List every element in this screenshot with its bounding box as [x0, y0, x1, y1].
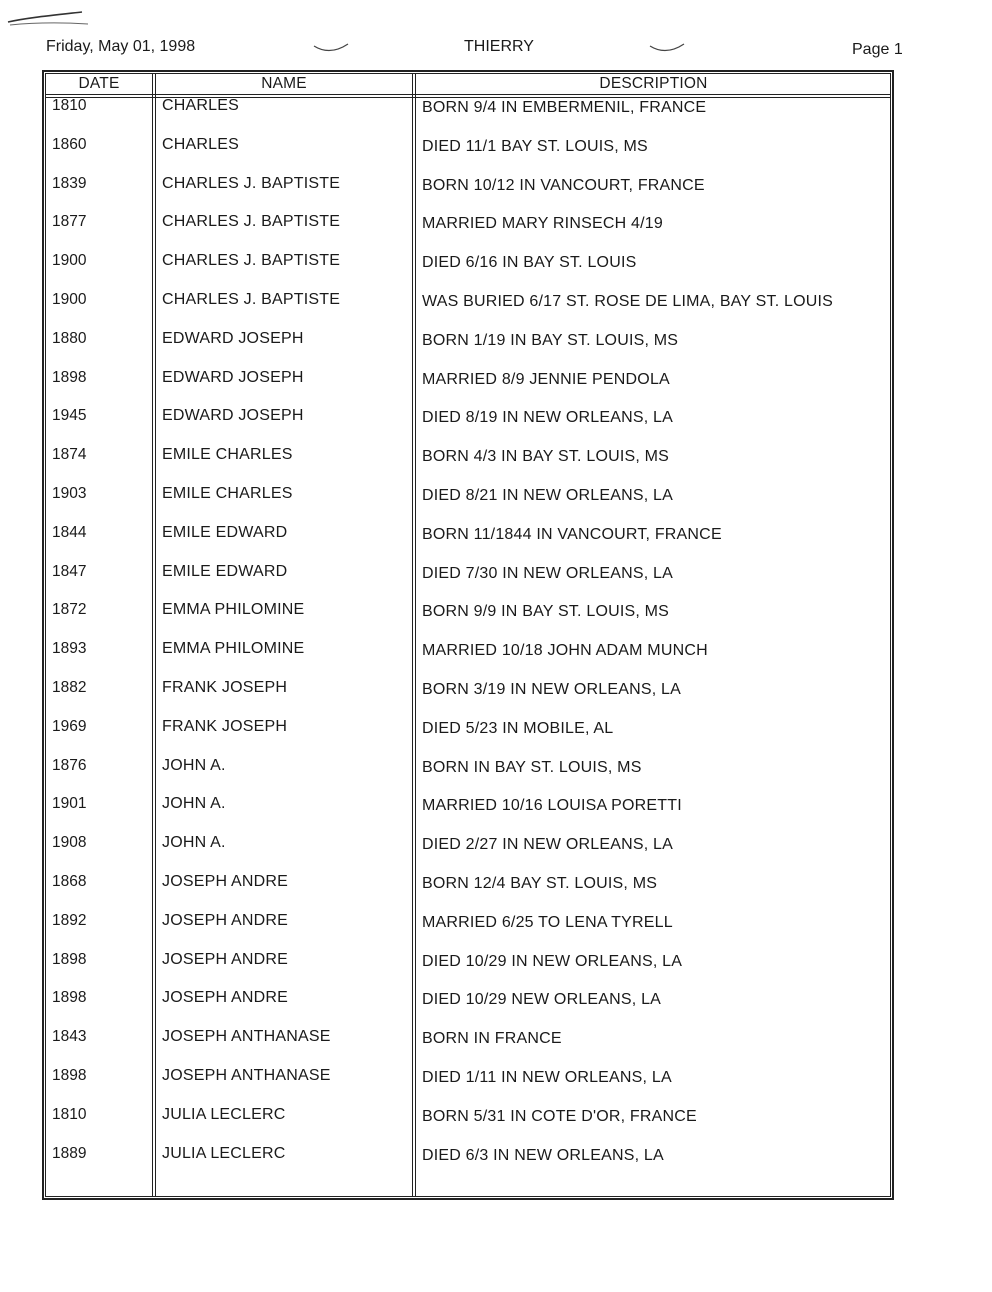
header-tick-mark — [648, 42, 688, 56]
row-name: EDWARD JOSEPH — [162, 329, 304, 347]
row-description: DIED 7/30 IN NEW ORLEANS, LA — [422, 564, 674, 582]
row-date: 1892 — [52, 911, 87, 929]
row-date: 1874 — [52, 446, 87, 464]
column-header-description: DESCRIPTION — [599, 75, 708, 92]
report-title: THIERRY — [464, 38, 534, 55]
table-row — [42, 1068, 894, 1107]
table-row — [42, 331, 894, 370]
row-name: JOSEPH ANDRE — [162, 989, 288, 1007]
row-name: CHARLES J. BAPTISTE — [162, 174, 341, 192]
table-row — [42, 719, 894, 758]
row-name: CHARLES — [162, 135, 239, 153]
row-date: 1860 — [52, 135, 87, 153]
row-name: EDWARD JOSEPH — [162, 368, 304, 386]
table-row — [42, 641, 894, 680]
column-header-date: DATE — [78, 75, 120, 92]
row-description: BORN IN BAY ST. LOUIS, MS — [422, 758, 642, 776]
table-row — [42, 525, 894, 564]
row-name: CHARLES J. BAPTISTE — [162, 291, 341, 308]
row-date: 1872 — [52, 601, 87, 619]
row-date: 1847 — [52, 562, 87, 580]
row-date: 1877 — [52, 213, 87, 231]
row-date: 1898 — [52, 368, 87, 386]
table-row — [42, 447, 894, 486]
table-row — [42, 137, 894, 176]
row-description: BORN 1/19 IN BAY ST. LOUIS, MS — [422, 331, 679, 349]
row-description: BORN IN FRANCE — [422, 1030, 562, 1048]
row-date: 1882 — [52, 679, 87, 696]
row-description: DIED 8/19 IN NEW ORLEANS, LA — [422, 409, 674, 427]
row-description: BORN 9/4 IN EMBERMENIL, FRANCE — [422, 99, 707, 116]
row-description: DIED 2/27 IN NEW ORLEANS, LA — [422, 836, 674, 854]
records-table — [42, 70, 894, 1200]
row-date: 1889 — [52, 1144, 87, 1162]
table-row — [42, 1146, 894, 1185]
row-date: 1843 — [52, 1028, 87, 1046]
row-date: 1898 — [52, 989, 87, 1007]
row-description: WAS BURIED 6/17 ST. ROSE DE LIMA, BAY ST. LOUIS — [422, 293, 834, 310]
row-date: 1901 — [52, 795, 87, 813]
row-description: BORN 9/9 IN BAY ST. LOUIS, MS — [422, 603, 670, 621]
row-name: JOHN A. — [162, 795, 226, 813]
table-row — [42, 408, 894, 447]
row-name: JOSEPH ANTHANASE — [162, 1028, 331, 1046]
table-row — [42, 796, 894, 835]
table-row — [42, 913, 894, 952]
row-name: FRANK JOSEPH — [162, 717, 288, 735]
row-name: EMMA PHILOMINE — [162, 601, 305, 619]
row-date: 1969 — [52, 717, 87, 735]
row-description: DIED 11/1 BAY ST. LOUIS, MS — [422, 137, 648, 155]
row-name: JOHN A. — [162, 834, 226, 852]
row-description: BORN 3/19 IN NEW ORLEANS, LA — [422, 681, 682, 698]
row-description: BORN 12/4 BAY ST. LOUIS, MS — [422, 875, 658, 892]
row-date: 1898 — [52, 1067, 87, 1084]
row-description: DIED 6/3 IN NEW ORLEANS, LA — [422, 1146, 664, 1164]
row-description: BORN 5/31 IN COTE D'OR, FRANCE — [422, 1107, 697, 1125]
row-date: 1868 — [52, 873, 87, 890]
page-number: Page 1 — [852, 41, 903, 58]
row-name: EMMA PHILOMINE — [162, 640, 305, 658]
table-row — [42, 564, 894, 603]
header-tick-mark — [312, 42, 352, 56]
table-row — [42, 214, 894, 253]
row-name: JULIA LECLERC — [162, 1144, 286, 1162]
row-name: JULIA LECLERC — [162, 1105, 286, 1123]
row-name: EMILE EDWARD — [162, 523, 288, 541]
table-row — [42, 176, 894, 215]
table-row — [42, 758, 894, 797]
row-date: 1880 — [52, 329, 87, 347]
table-row — [42, 1029, 894, 1068]
table-row — [42, 253, 894, 292]
row-description: MARRIED 8/9 JENNIE PENDOLA — [422, 370, 670, 388]
row-name: FRANK JOSEPH — [162, 679, 288, 696]
row-date: 1810 — [52, 97, 87, 114]
row-name: JOSEPH ANDRE — [162, 873, 288, 890]
table-row — [42, 602, 894, 641]
row-date: 1900 — [52, 291, 87, 308]
table-row — [42, 952, 894, 991]
row-description: DIED 8/21 IN NEW ORLEANS, LA — [422, 487, 674, 504]
pen-mark — [6, 8, 96, 30]
row-description: MARRIED 10/16 LOUISA PORETTI — [422, 797, 682, 815]
row-description: BORN 10/12 IN VANCOURT, FRANCE — [422, 176, 705, 194]
row-description: DIED 10/29 NEW ORLEANS, LA — [422, 991, 662, 1009]
table-row — [42, 486, 894, 525]
row-name: EMILE EDWARD — [162, 562, 288, 580]
row-name: JOSEPH ANDRE — [162, 911, 288, 929]
report-date: Friday, May 01, 1998 — [46, 38, 196, 55]
row-date: 1898 — [52, 950, 87, 968]
row-date: 1893 — [52, 640, 87, 658]
row-name: JOSEPH ANDRE — [162, 950, 288, 968]
row-description: MARRIED 6/25 TO LENA TYRELL — [422, 913, 673, 931]
row-date: 1945 — [52, 407, 87, 425]
table-row — [42, 1107, 894, 1146]
row-date: 1844 — [52, 523, 87, 541]
table-row — [42, 874, 894, 913]
row-date: 1876 — [52, 756, 87, 774]
table-row — [42, 680, 894, 719]
table-row — [42, 990, 894, 1029]
table-row — [42, 292, 894, 331]
row-date: 1900 — [52, 252, 87, 270]
table-row — [42, 98, 894, 137]
page-header — [0, 36, 992, 60]
row-description: DIED 1/11 IN NEW ORLEANS, LA — [422, 1069, 672, 1086]
row-name: EMILE CHARLES — [162, 485, 293, 502]
row-name: JOSEPH ANTHANASE — [162, 1067, 331, 1084]
row-description: MARRIED 10/18 JOHN ADAM MUNCH — [422, 642, 708, 660]
row-name: EMILE CHARLES — [162, 446, 293, 464]
row-date: 1810 — [52, 1105, 87, 1123]
row-name: EDWARD JOSEPH — [162, 407, 304, 425]
row-date: 1839 — [52, 174, 87, 192]
row-date: 1903 — [52, 485, 87, 502]
row-name: JOHN A. — [162, 756, 226, 774]
row-description: DIED 6/16 IN BAY ST. LOUIS — [422, 254, 637, 272]
table-row — [42, 835, 894, 874]
row-description: BORN 11/1844 IN VANCOURT, FRANCE — [422, 525, 722, 543]
row-description: DIED 10/29 IN NEW ORLEANS, LA — [422, 952, 683, 970]
row-name: CHARLES — [162, 97, 239, 114]
row-name: CHARLES J. BAPTISTE — [162, 213, 341, 231]
row-date: 1908 — [52, 834, 87, 852]
row-description: DIED 5/23 IN MOBILE, AL — [422, 719, 614, 737]
row-name: CHARLES J. BAPTISTE — [162, 252, 341, 270]
table-row — [42, 370, 894, 409]
row-description: BORN 4/3 IN BAY ST. LOUIS, MS — [422, 448, 670, 466]
column-header-name: NAME — [261, 75, 307, 92]
row-description: MARRIED MARY RINSECH 4/19 — [422, 215, 663, 233]
